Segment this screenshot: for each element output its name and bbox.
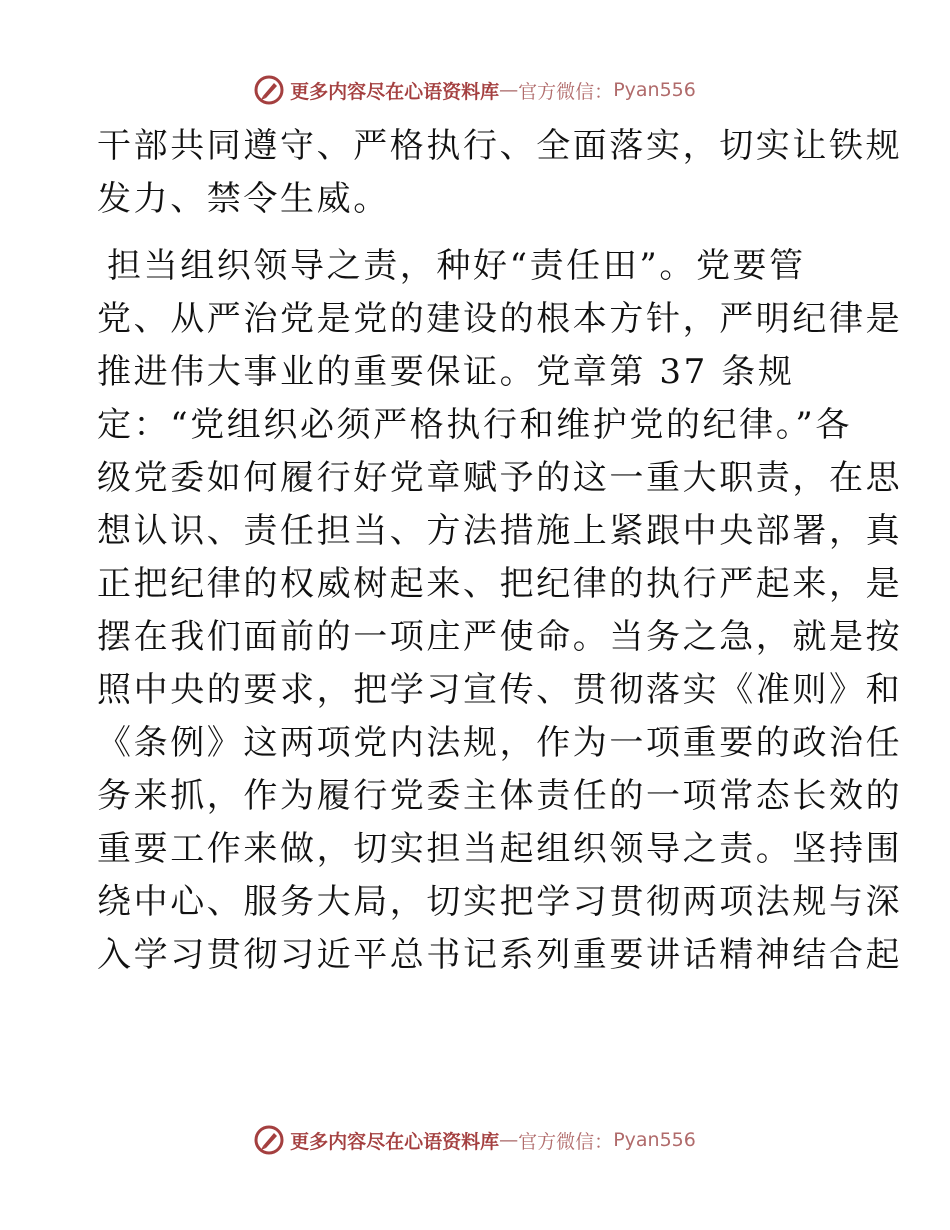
footer-wechat-handle: Pyan556	[613, 1129, 696, 1151]
pen-logo-icon	[254, 1125, 284, 1155]
footer-dash: —	[499, 1129, 519, 1151]
text-line: 级党委如何履行好党章赋予的这一重大职责，在思	[97, 458, 903, 498]
text-line: 绕中心、服务大局，切实把学习贯彻两项法规与深	[97, 882, 903, 922]
text-line: 定：“党组织必须严格执行和维护党的纪律。”各	[97, 405, 852, 445]
text-line: 发力、禁令生威。	[97, 179, 390, 219]
text-line: 推进伟大事业的重要保证。党章第 37 条规	[97, 352, 795, 392]
text-line: 照中央的要求，把学习宣传、贯彻落实《准则》和	[97, 670, 903, 710]
footer-banner	[0, 1120, 950, 1160]
header-promo-text: 更多内容尽在心语资料库	[290, 80, 500, 103]
text-line: 想认识、责任担当、方法措施上紧跟中央部署，真	[97, 511, 903, 551]
footer-wechat-label: 官方微信：	[518, 1130, 614, 1153]
text-line: 摆在我们面前的一项庄严使命。当务之急，就是按	[97, 617, 903, 657]
text-line: 入学习贯彻习近平总书记系列重要讲话精神结合起	[97, 935, 903, 975]
text-line: 《条例》这两项党内法规，作为一项重要的政治任	[97, 723, 903, 763]
text-line: 党、从严治党是党的建设的根本方针，严明纪律是	[97, 299, 903, 339]
document-body	[97, 120, 903, 982]
text-line: 担当组织领导之责，种好“责任田”。党要管	[107, 246, 806, 286]
paragraph-gap	[97, 226, 857, 240]
text-line: 干部共同遵守、严格执行、全面落实，切实让铁规	[97, 126, 903, 166]
text-line: 重要工作来做，切实担当起组织领导之责。坚持围	[97, 829, 903, 869]
text-line: 务来抓，作为履行党委主体责任的一项常态长效的	[97, 776, 903, 816]
header-wechat-label: 官方微信：	[518, 80, 614, 103]
header-wechat-handle: Pyan556	[613, 79, 696, 101]
header-dash: —	[499, 79, 519, 101]
header-banner	[0, 70, 950, 110]
footer-promo-text: 更多内容尽在心语资料库	[290, 1130, 500, 1153]
text-line: 正把纪律的权威树起来、把纪律的执行严起来，是	[97, 564, 903, 604]
pen-logo-icon	[254, 75, 284, 105]
